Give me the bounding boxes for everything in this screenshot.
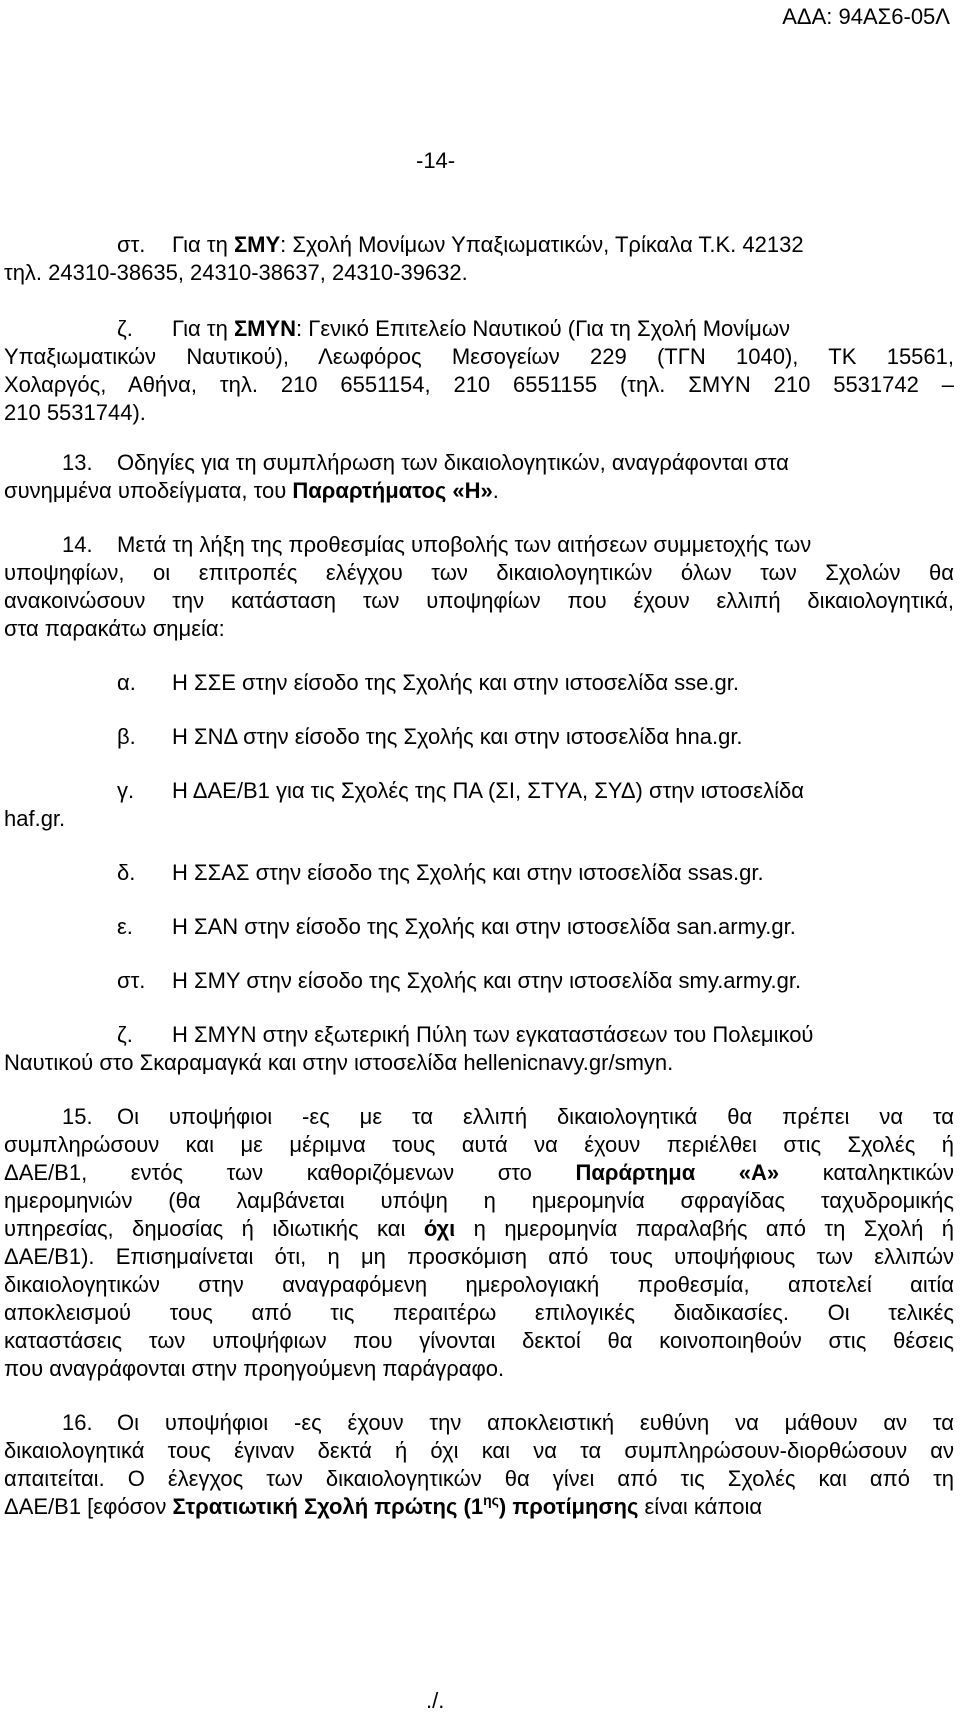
list-item-text: Η ΣΜΥ στην είσοδο της Σχολής και στην ιστοσελίδα smy.army.gr.	[172, 968, 802, 993]
list-item-marker: ζ.	[117, 1022, 133, 1047]
para15-line1: Οι υποψήφιοι -ες με τα ελλιπή δικαιολογητικά θα πρέπει να τα	[117, 1104, 954, 1129]
para15-line9: καταστάσεις των υποψήφιων που γίνονται δεκτοί θα κοινοποιηθούν στις θέσεις	[4, 1328, 954, 1353]
list-item-marker: δ.	[117, 860, 136, 885]
list-item-marker: β.	[117, 724, 136, 749]
para15-line8: αποκλεισμού τους από τις περαιτέρω επιλογικές διαδικασίες. Οι τελικές	[4, 1300, 954, 1325]
para13-line1: Οδηγίες για τη συμπλήρωση των δικαιολογητικών, αναγράφονται στα	[117, 450, 789, 475]
list-item-continuation: haf.gr.	[4, 806, 66, 831]
para16-line2: δικαιολογητικά τους έγιναν δεκτά ή όχι και να τα συμπληρώσουν-διορθώσουν αν	[4, 1438, 954, 1463]
item-st-line1: Για τη ΣΜΥ: Σχολή Μονίμων Υπαξιωματικών, Τρίκαλα Τ.Κ. 42132	[172, 232, 804, 257]
para14-line4: στα παρακάτω σημεία:	[4, 616, 225, 641]
para15-line6: ΔΑΕ/Β1). Επισημαίνεται ότι, η μη προσκόμιση από τους υποψήφιους των ελλιπών	[4, 1244, 954, 1269]
page-number: -14-	[416, 148, 456, 173]
item-st-line2: τηλ. 24310-38635, 24310-38637, 24310-39632.	[4, 260, 468, 285]
list-item-text: Η ΣΑΝ στην είσοδο της Σχολής και στην ιστοσελίδα san.army.gr.	[172, 914, 796, 939]
para14-line3: ανακοινώσουν την κατάσταση των υποψηφίων που έχουν ελλιπή δικαιολογητικά,	[4, 588, 954, 613]
list-item-text: Η ΔΑΕ/Β1 για τις Σχολές της ΠΑ (ΣΙ, ΣΤΥΑ, ΣΥΔ) στην ιστοσελίδα	[172, 778, 804, 803]
item-z-line2: Υπαξιωματικών Ναυτικού), Λεωφόρος Μεσογείων 229 (ΤΓΝ 1040), ΤΚ 15561,	[4, 344, 954, 369]
list-item-marker: γ.	[117, 778, 135, 803]
para14-number: 14.	[62, 532, 93, 557]
para14-line1: Μετά τη λήξη της προθεσμίας υποβολής των αιτήσεων συμμετοχής των	[117, 532, 812, 557]
para15-line2: συμπληρώσουν και με μέριμνα τους αυτά να έχουν περιέλθει στις Σχολές ή	[4, 1132, 954, 1157]
list-item-marker: στ.	[117, 968, 146, 993]
para15-line5: υπηρεσίας, δημοσίας ή ιδιωτικής και όχι η ημερομηνία παραλαβής από τη Σχολή ή	[4, 1216, 954, 1241]
continuation-mark: ./.	[426, 1688, 445, 1713]
para15-number: 15.	[62, 1104, 93, 1129]
list-item-text: Η ΣΜΥΝ στην εξωτερική Πύλη των εγκαταστάσεων του Πολεμικού	[172, 1022, 814, 1047]
para16-number: 16.	[62, 1410, 93, 1435]
item-z-line3: Χολαργός, Αθήνα, τηλ. 210 6551154, 210 6551155 (τηλ. ΣΜΥΝ 210 5531742 –	[4, 372, 954, 397]
para15-line4: ημερομηνιών (θα λαμβάνεται υπόψη η ημερομηνία σφραγίδας ταχυδρομικής	[4, 1188, 954, 1213]
para13-number: 13.	[62, 450, 93, 475]
para13-line2: συνημμένα υποδείγματα, του Παραρτήματος «Η».	[4, 478, 499, 503]
item-z-line1: Για τη ΣΜΥΝ: Γενικό Επιτελείο Ναυτικού (Για τη Σχολή Μονίμων	[172, 316, 791, 341]
para16-line1: Οι υποψήφιοι -ες έχουν την αποκλειστική ευθύνη να μάθουν αν τα	[117, 1410, 954, 1435]
para15-line3: ΔΑΕ/Β1, εντός των καθοριζόμενων στο Παράρτημα «Α» καταληκτικών	[4, 1160, 954, 1185]
para16-line4: ΔΑΕ/Β1 [εφόσον Στρατιωτική Σχολή πρώτης $(1^{\eta\varsigma})$ προτίμησης είναι κάποια	[4, 1492, 763, 1519]
para15-line10: που αναγράφονται στην προηγούμενη παράγραφο.	[4, 1356, 505, 1381]
list-item-text: Η ΣΝΔ στην είσοδο της Σχολής και στην ιστοσελίδα hna.gr.	[172, 724, 743, 749]
list-item-text: Η ΣΣΕ στην είσοδο της Σχολής και στην ιστοσελίδα sse.gr.	[172, 670, 739, 695]
item-z-line4: 210 5531744).	[4, 400, 146, 425]
list-item-marker: ε.	[117, 914, 133, 939]
list-item-continuation: Ναυτικού στο Σκαραμαγκά και στην ιστοσελίδα hellenicnavy.gr/smyn.	[4, 1050, 674, 1075]
list-item-marker: α.	[117, 670, 136, 695]
para14-line2: υποψηφίων, οι επιτροπές ελέγχου των δικαιολογητικών όλων των Σχολών θα	[4, 560, 954, 585]
list-item-text: Η ΣΣΑΣ στην είσοδο της Σχολής και στην ιστοσελίδα ssas.gr.	[172, 860, 764, 885]
item-st-marker: στ.	[117, 232, 146, 257]
ada-code: ΑΔΑ: 94ΑΣ6-05Λ	[782, 4, 950, 29]
para15-line7: δικαιολογητικών στην αναγραφόμενη ημερολογιακή προθεσμία, αποτελεί αιτία	[4, 1272, 954, 1297]
para16-line3: απαιτείται. Ο έλεγχος των δικαιολογητικών θα γίνει από τις Σχολές και από τη	[4, 1466, 954, 1491]
item-z-marker: ζ.	[117, 316, 133, 341]
